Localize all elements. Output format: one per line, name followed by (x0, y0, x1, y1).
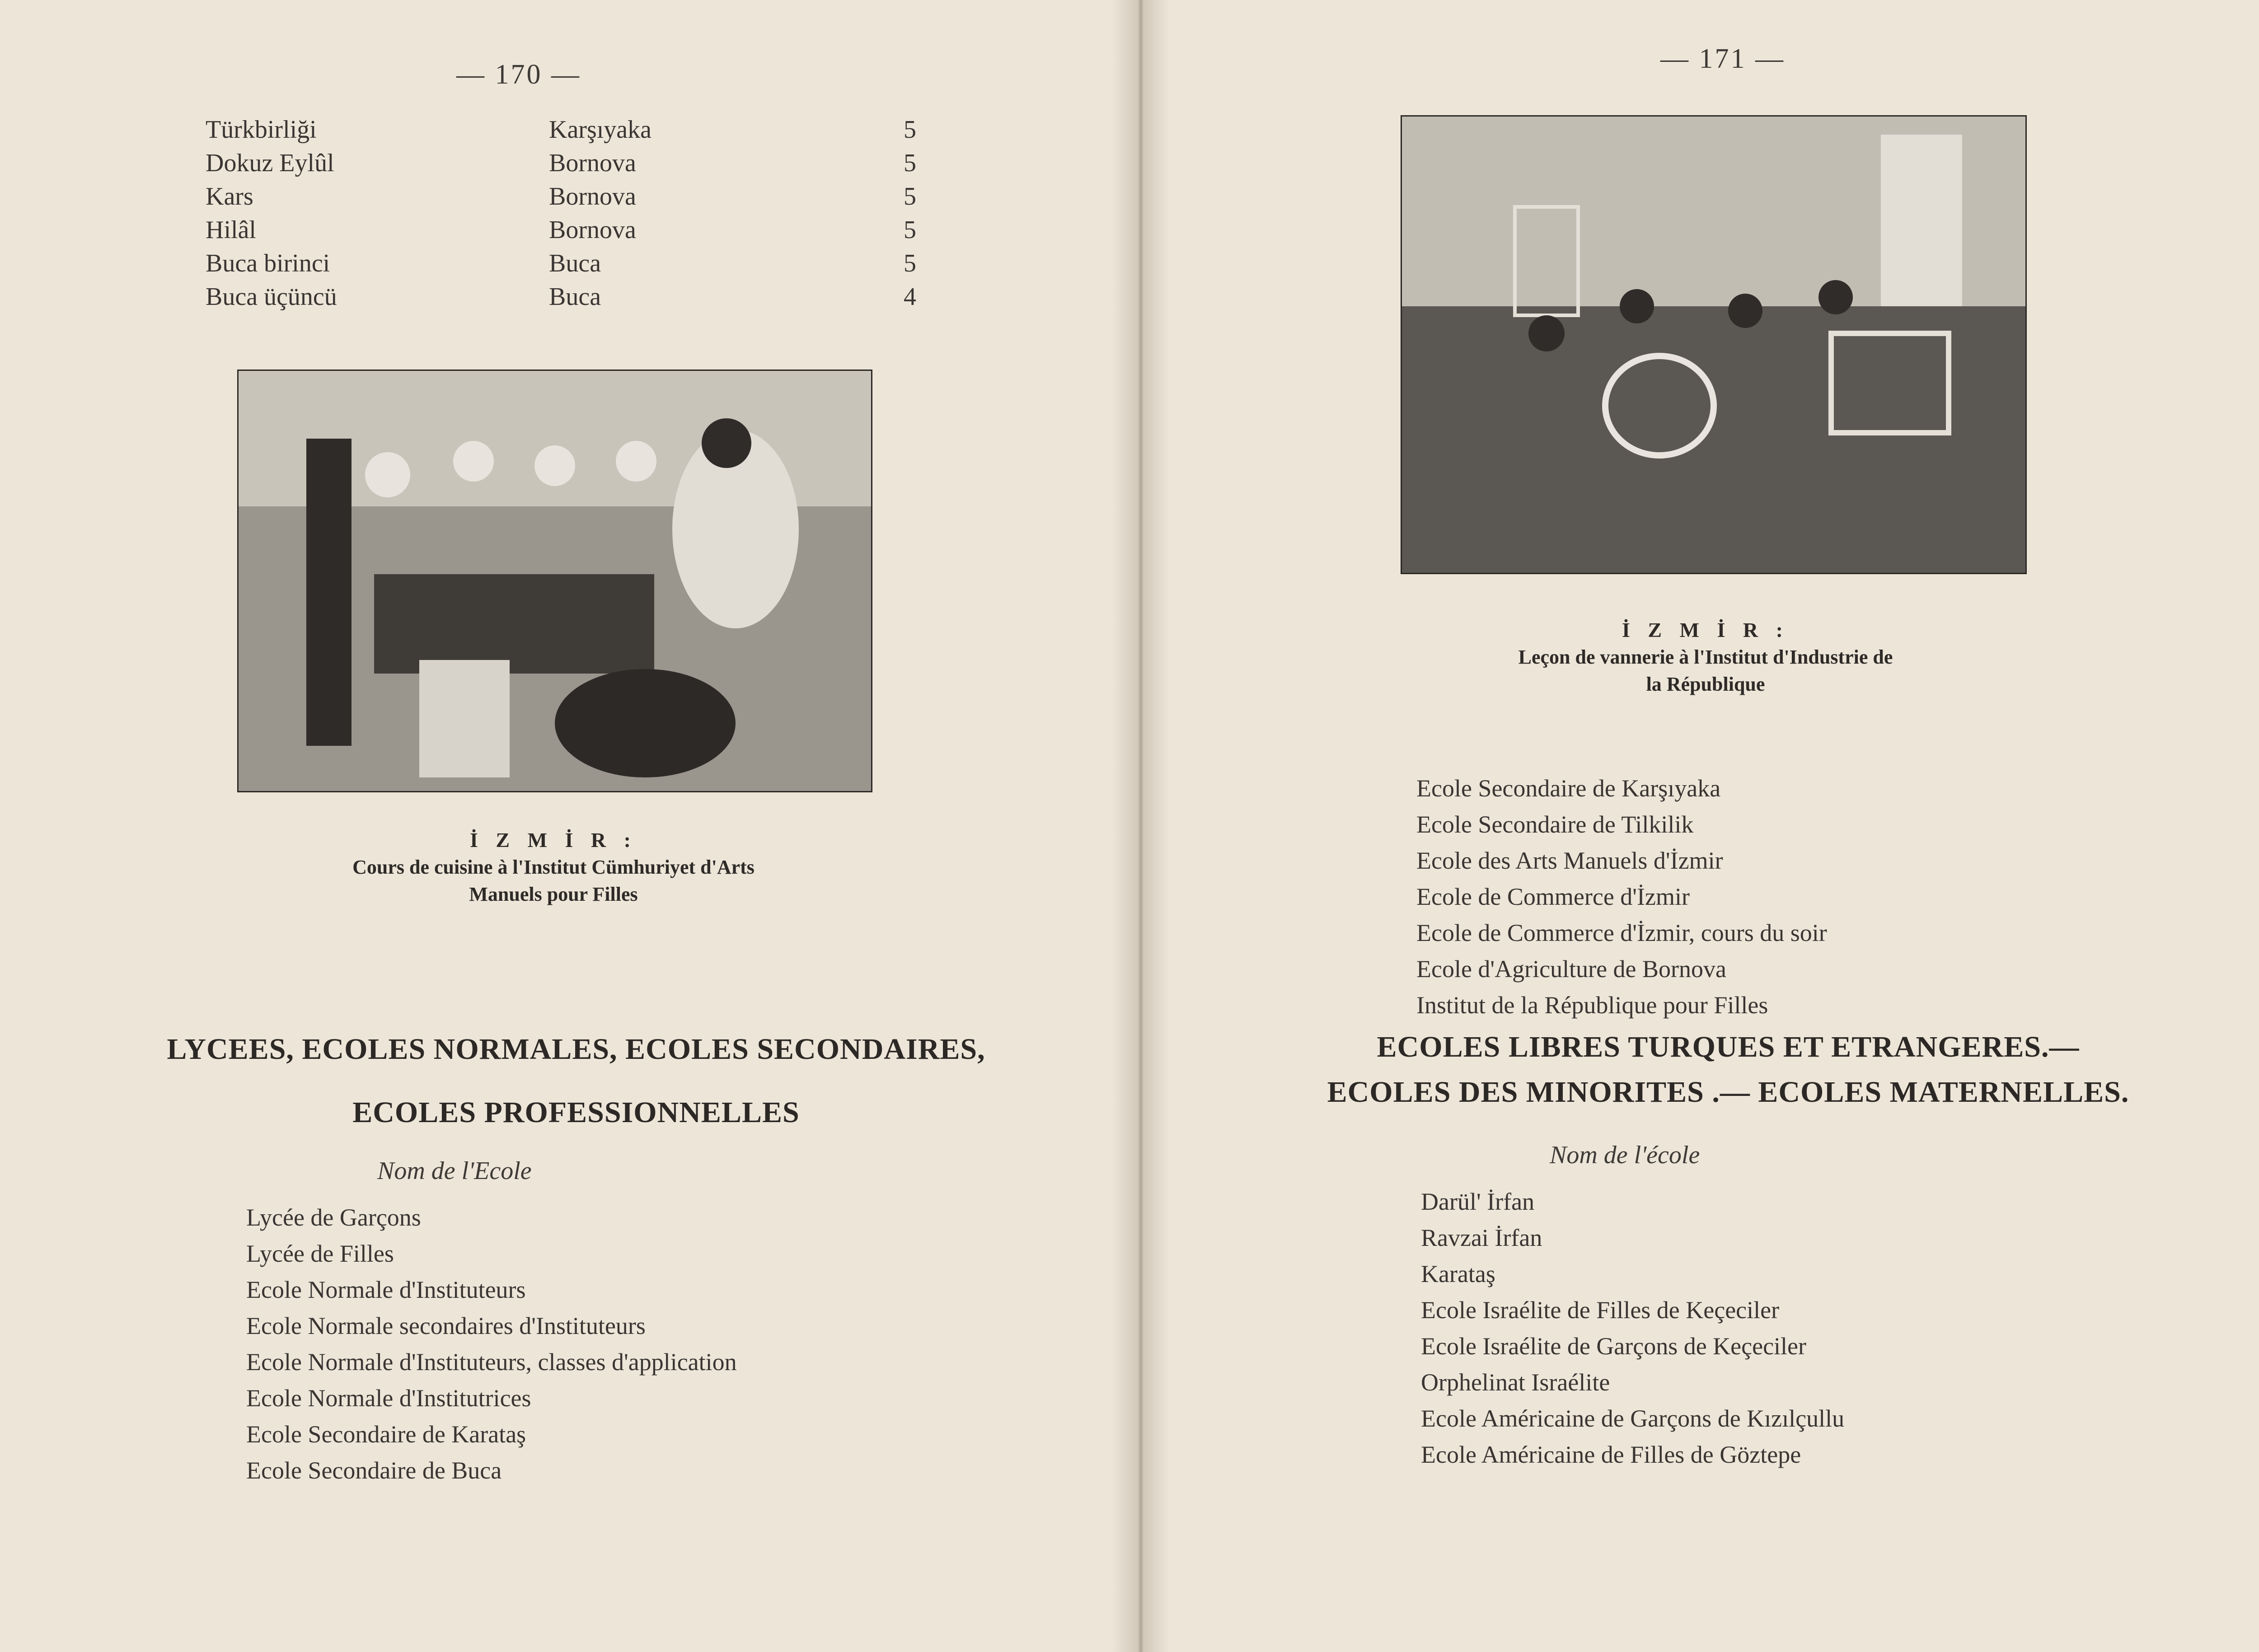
table-cell-number: 5 (904, 216, 916, 244)
list-item: Ecole Normale d'Instituteurs, classes d'application (246, 1348, 737, 1376)
list-subheading: Nom de l'école (1550, 1141, 1700, 1169)
table-row (206, 249, 928, 282)
basketry-class-photo (1401, 115, 2027, 574)
page-number: — 171 — (1660, 43, 1785, 74)
table-cell-number: 5 (904, 249, 916, 277)
list-item: Ecole de Commerce d'İzmir (1416, 883, 1690, 910)
table-cell-name: Hilâl (206, 216, 256, 244)
table-cell-place: Buca (549, 249, 601, 277)
table-cell-number: 5 (904, 183, 916, 211)
school-list (1421, 1184, 1844, 1473)
table-cell-name: Kars (206, 183, 253, 211)
list-item: Karataş (1421, 1260, 1495, 1287)
table-cell-place: Bornova (549, 183, 636, 211)
caption-line: Leçon de vannerie à l'Institut d'Industrie de (1518, 646, 1893, 668)
list-item: Ravzai İrfan (1421, 1224, 1542, 1251)
section-heading: LYCEES, ECOLES NORMALES, ECOLES SECONDAIRES, (167, 1033, 985, 1066)
list-item: Darül' İrfan (1421, 1188, 1535, 1215)
list-item: Orphelinat Israélite (1421, 1369, 1610, 1396)
caption-line: la République (1646, 673, 1765, 695)
caption-line: Manuels pour Filles (469, 883, 638, 905)
table-cell-place: Bornova (549, 149, 636, 177)
table-cell-name: Dokuz Eylûl (206, 149, 334, 177)
photo-caption (1457, 617, 1954, 698)
table-row (206, 182, 928, 215)
list-item: Lycée de Filles (246, 1240, 394, 1267)
section-heading: ECOLES DES MINORITES .— ECOLES MATERNELLES. (1327, 1076, 2129, 1109)
table-cell-number: 4 (904, 283, 916, 311)
table-cell-number: 5 (904, 116, 916, 144)
table-cell-number: 5 (904, 149, 916, 177)
list-item: Ecole Américaine de Filles de Göztepe (1421, 1441, 1801, 1468)
caption-line: Cours de cuisine à l'Institut Cümhuriyet d'Arts (352, 856, 755, 878)
list-item: Ecole Israélite de Filles de Keçeciler (1421, 1296, 1780, 1324)
section-heading: ECOLES PROFESSIONNELLES (352, 1096, 800, 1129)
caption-place: İ Z M İ R : (1622, 618, 1789, 641)
list-item: Ecole Secondaire de Buca (246, 1457, 502, 1484)
list-item: Ecole Israélite de Garçons de Keçeciler (1421, 1333, 1807, 1360)
table-row (206, 115, 928, 149)
table-cell-place: Karşıyaka (549, 116, 652, 144)
list-item: Ecole de Commerce d'İzmir, cours du soir (1416, 919, 1827, 946)
table-row (206, 215, 928, 249)
right-page (1141, 0, 2259, 1652)
list-item: Ecole Normale d'Instituteurs (246, 1276, 526, 1303)
table-cell-place: Bornova (549, 216, 636, 244)
list-item: Ecole Normale d'Institutrices (246, 1385, 531, 1412)
cooking-class-photo (237, 370, 872, 792)
table-cell-name: Buca üçüncü (206, 283, 337, 311)
school-list (246, 1199, 737, 1488)
list-subheading: Nom de l'Ecole (377, 1157, 532, 1185)
list-item: Ecole des Arts Manuels d'İzmir (1416, 847, 1723, 874)
list-item: Ecole Américaine de Garçons de Kızılçullu (1421, 1405, 1845, 1432)
school-list (1416, 770, 1827, 1023)
table-cell-name: Türkbirliği (206, 116, 317, 144)
section-heading: ECOLES LIBRES TURQUES ET ETRANGERES.— (1377, 1030, 2080, 1063)
caption-place: İ Z M İ R : (470, 828, 637, 852)
page-number: — 170 — (456, 59, 581, 90)
book-spine (1112, 0, 1169, 1652)
table-row (206, 149, 928, 182)
table-cell-place: Buca (549, 283, 601, 311)
table-cell-name: Buca birinci (206, 249, 330, 277)
list-item: Ecole Normale secondaires d'Instituteurs (246, 1312, 646, 1339)
list-item: Institut de la République pour Filles (1416, 992, 1768, 1019)
photo-caption (237, 827, 870, 908)
list-item: Ecole Secondaire de Karşıyaka (1416, 775, 1721, 802)
list-item: Lycée de Garçons (246, 1204, 421, 1231)
table-row (206, 282, 928, 316)
list-item: Ecole Secondaire de Karataş (246, 1421, 526, 1448)
list-item: Ecole Secondaire de Tilkilik (1416, 811, 1694, 838)
list-item: Ecole d'Agriculture de Bornova (1416, 955, 1726, 983)
